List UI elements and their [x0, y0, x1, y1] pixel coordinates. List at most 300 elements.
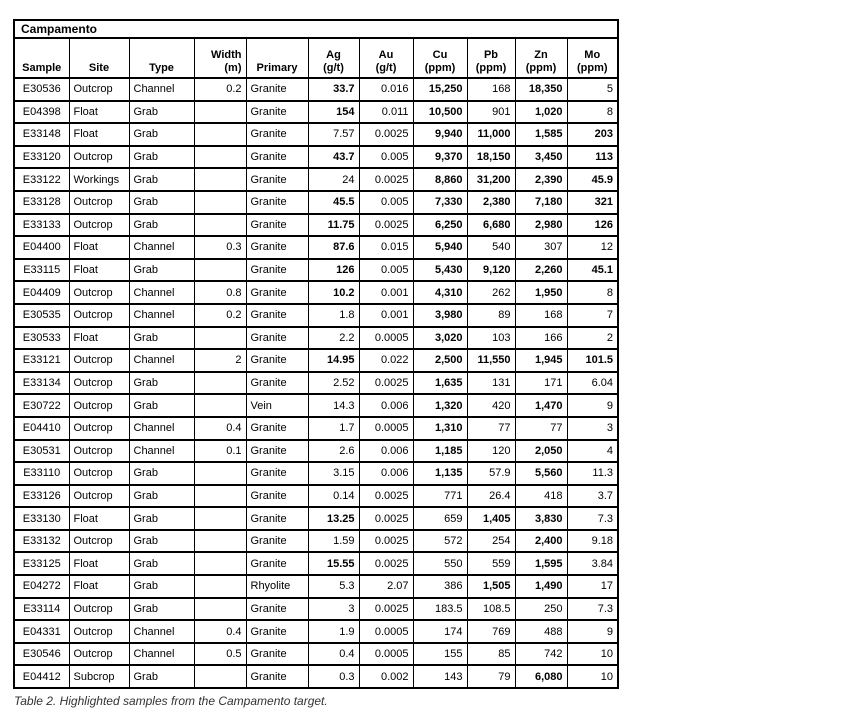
cell-au: 0.0005: [359, 417, 413, 440]
column-header-bottom-width: (m): [224, 62, 242, 74]
cell-primary: Granite: [246, 281, 308, 304]
cell-cu: 1,310: [413, 417, 467, 440]
cell-ag: 2.52: [308, 372, 359, 395]
cell-sample: E33120: [14, 146, 69, 169]
cell-sample: E33114: [14, 598, 69, 621]
table-caption: Table 2. Highlighted samples from the Campamento target.: [14, 694, 328, 708]
cell-type: Grab: [129, 507, 194, 530]
cell-pb: 131: [467, 372, 515, 395]
cell-ag: 11.75: [308, 214, 359, 237]
cell-ag: 43.7: [308, 146, 359, 169]
cell-mo: 45.1: [567, 259, 618, 282]
column-header-bottom-au: (g/t): [375, 62, 397, 74]
cell-ag: 33.7: [308, 78, 359, 101]
cell-ag: 154: [308, 101, 359, 124]
cell-cu: 174: [413, 620, 467, 643]
cell-type: Grab: [129, 665, 194, 688]
cell-ag: 1.9: [308, 620, 359, 643]
cell-cu: 7,330: [413, 191, 467, 214]
cell-pb: 6,680: [467, 214, 515, 237]
cell-au: 0.0025: [359, 372, 413, 395]
cell-pb: 168: [467, 78, 515, 101]
cell-width: 0.4: [194, 417, 246, 440]
table-row: [14, 101, 618, 124]
column-header-bottom-site: Site: [88, 62, 110, 74]
cell-sample: E30722: [14, 394, 69, 417]
table-title: Campamento: [14, 20, 618, 38]
cell-width: [194, 327, 246, 350]
table-row: [14, 372, 618, 395]
cell-zn: 418: [515, 485, 567, 508]
cell-sample: E33148: [14, 123, 69, 146]
cell-mo: 5: [567, 78, 618, 101]
cell-au: 0.005: [359, 146, 413, 169]
cell-primary: Granite: [246, 191, 308, 214]
cell-zn: 7,180: [515, 191, 567, 214]
cell-sample: E04409: [14, 281, 69, 304]
cell-zn: 2,980: [515, 214, 567, 237]
cell-type: Channel: [129, 281, 194, 304]
cell-pb: 108.5: [467, 598, 515, 621]
cell-type: Grab: [129, 259, 194, 282]
cell-ag: 87.6: [308, 236, 359, 259]
cell-mo: 10: [567, 665, 618, 688]
cell-au: 0.006: [359, 394, 413, 417]
table-row: [14, 78, 618, 101]
cell-zn: 2,050: [515, 440, 567, 463]
cell-au: 0.0005: [359, 620, 413, 643]
cell-width: 0.2: [194, 78, 246, 101]
cell-au: 0.006: [359, 440, 413, 463]
cell-primary: Vein: [246, 394, 308, 417]
cell-pb: 254: [467, 530, 515, 553]
cell-cu: 572: [413, 530, 467, 553]
cell-width: [194, 214, 246, 237]
cell-zn: 1,490: [515, 575, 567, 598]
cell-site: Outcrop: [69, 281, 129, 304]
cell-cu: 9,940: [413, 123, 467, 146]
cell-zn: 171: [515, 372, 567, 395]
cell-cu: 659: [413, 507, 467, 530]
cell-cu: 15,250: [413, 78, 467, 101]
cell-pb: 77: [467, 417, 515, 440]
cell-ag: 0.3: [308, 665, 359, 688]
cell-type: Grab: [129, 598, 194, 621]
cell-cu: 550: [413, 552, 467, 575]
cell-type: Grab: [129, 462, 194, 485]
cell-sample: E33132: [14, 530, 69, 553]
cell-width: 0.4: [194, 620, 246, 643]
cell-zn: 18,350: [515, 78, 567, 101]
column-header-top-ag: Ag: [326, 49, 341, 61]
cell-sample: E30535: [14, 304, 69, 327]
cell-zn: 1,950: [515, 281, 567, 304]
cell-site: Float: [69, 123, 129, 146]
cell-cu: 1,635: [413, 372, 467, 395]
cell-sample: E33130: [14, 507, 69, 530]
cell-au: 0.0025: [359, 168, 413, 191]
table-row: [14, 598, 618, 621]
cell-ag: 15.55: [308, 552, 359, 575]
cell-mo: 3.7: [567, 485, 618, 508]
column-header-bottom-cu: (ppm): [424, 62, 456, 74]
cell-primary: Granite: [246, 643, 308, 666]
cell-ag: 0.4: [308, 643, 359, 666]
cell-site: Outcrop: [69, 462, 129, 485]
table-row: [14, 507, 618, 530]
cell-zn: 1,585: [515, 123, 567, 146]
cell-site: Outcrop: [69, 349, 129, 372]
cell-type: Grab: [129, 485, 194, 508]
cell-zn: 1,595: [515, 552, 567, 575]
cell-ag: 14.95: [308, 349, 359, 372]
cell-site: Workings: [69, 168, 129, 191]
cell-pb: 1,505: [467, 575, 515, 598]
cell-pb: 31,200: [467, 168, 515, 191]
cell-sample: E04412: [14, 665, 69, 688]
cell-type: Grab: [129, 552, 194, 575]
cell-site: Float: [69, 236, 129, 259]
cell-au: 0.0025: [359, 530, 413, 553]
cell-cu: 5,940: [413, 236, 467, 259]
cell-primary: Granite: [246, 620, 308, 643]
table-row: [14, 327, 618, 350]
column-header-top-mo: Mo: [584, 49, 601, 61]
cell-mo: 3: [567, 417, 618, 440]
cell-width: 0.5: [194, 643, 246, 666]
table-row: [14, 530, 618, 553]
cell-width: 2: [194, 349, 246, 372]
cell-width: [194, 462, 246, 485]
cell-cu: 3,020: [413, 327, 467, 350]
cell-au: 0.001: [359, 281, 413, 304]
column-header-primary: [246, 38, 308, 78]
cell-zn: 250: [515, 598, 567, 621]
cell-zn: 6,080: [515, 665, 567, 688]
cell-type: Grab: [129, 123, 194, 146]
cell-site: Subcrop: [69, 665, 129, 688]
cell-site: Outcrop: [69, 78, 129, 101]
cell-type: Channel: [129, 78, 194, 101]
cell-width: [194, 598, 246, 621]
column-header-zn: [515, 38, 567, 78]
cell-pb: 9,120: [467, 259, 515, 282]
cell-sample: E33121: [14, 349, 69, 372]
cell-pb: 559: [467, 552, 515, 575]
column-header-bottom-ag: (g/t): [323, 62, 344, 74]
cell-zn: 166: [515, 327, 567, 350]
cell-site: Float: [69, 507, 129, 530]
cell-type: Channel: [129, 643, 194, 666]
cell-primary: Granite: [246, 462, 308, 485]
cell-primary: Granite: [246, 349, 308, 372]
cell-site: Outcrop: [69, 394, 129, 417]
cell-ag: 0.14: [308, 485, 359, 508]
cell-ag: 126: [308, 259, 359, 282]
cell-sample: E33125: [14, 552, 69, 575]
cell-ag: 13.25: [308, 507, 359, 530]
cell-primary: Granite: [246, 440, 308, 463]
cell-sample: E04398: [14, 101, 69, 124]
cell-primary: Granite: [246, 665, 308, 688]
cell-mo: 11.3: [567, 462, 618, 485]
cell-zn: 2,400: [515, 530, 567, 553]
column-header-bottom-pb: (ppm): [475, 62, 507, 74]
cell-primary: Granite: [246, 530, 308, 553]
cell-pb: 1,405: [467, 507, 515, 530]
column-header-bottom-mo: (ppm): [576, 62, 608, 74]
cell-mo: 321: [567, 191, 618, 214]
cell-type: Grab: [129, 101, 194, 124]
table-row: [14, 349, 618, 372]
cell-cu: 3,980: [413, 304, 467, 327]
table-row: [14, 417, 618, 440]
cell-type: Grab: [129, 214, 194, 237]
table-row: [14, 440, 618, 463]
cell-primary: Granite: [246, 485, 308, 508]
column-header-bottom-zn: (ppm): [525, 62, 557, 74]
cell-width: [194, 552, 246, 575]
cell-zn: 307: [515, 236, 567, 259]
cell-ag: 24: [308, 168, 359, 191]
cell-width: [194, 123, 246, 146]
column-header-type: [129, 38, 194, 78]
cell-mo: 9: [567, 620, 618, 643]
cell-primary: Granite: [246, 101, 308, 124]
cell-width: [194, 530, 246, 553]
column-header-bottom-primary: Primary: [256, 62, 298, 74]
cell-type: Channel: [129, 440, 194, 463]
cell-ag: 1.7: [308, 417, 359, 440]
table-row: [14, 665, 618, 688]
cell-sample: E33128: [14, 191, 69, 214]
cell-au: 0.016: [359, 78, 413, 101]
cell-mo: 45.9: [567, 168, 618, 191]
column-header-sample: [14, 38, 69, 78]
cell-width: [194, 575, 246, 598]
cell-site: Outcrop: [69, 214, 129, 237]
table-row: [14, 620, 618, 643]
cell-site: Outcrop: [69, 191, 129, 214]
cell-mo: 8: [567, 281, 618, 304]
table-title-row: [14, 20, 618, 38]
cell-width: 0.1: [194, 440, 246, 463]
cell-cu: 155: [413, 643, 467, 666]
cell-width: [194, 146, 246, 169]
cell-cu: 1,135: [413, 462, 467, 485]
cell-type: Grab: [129, 191, 194, 214]
cell-au: 2.07: [359, 575, 413, 598]
cell-mo: 7.3: [567, 598, 618, 621]
cell-type: Channel: [129, 304, 194, 327]
column-header-mo: [567, 38, 618, 78]
cell-primary: Rhyolite: [246, 575, 308, 598]
cell-sample: E04410: [14, 417, 69, 440]
cell-ag: 5.3: [308, 575, 359, 598]
cell-pb: 103: [467, 327, 515, 350]
table-row: [14, 236, 618, 259]
cell-pb: 11,000: [467, 123, 515, 146]
table-row: [14, 168, 618, 191]
cell-zn: 488: [515, 620, 567, 643]
cell-mo: 10: [567, 643, 618, 666]
cell-primary: Granite: [246, 327, 308, 350]
cell-zn: 3,830: [515, 507, 567, 530]
column-header-top-width: Width: [211, 49, 242, 61]
cell-width: [194, 507, 246, 530]
cell-type: Channel: [129, 620, 194, 643]
cell-au: 0.005: [359, 259, 413, 282]
cell-pb: 120: [467, 440, 515, 463]
column-header-bottom-sample: Sample: [22, 62, 62, 74]
cell-au: 0.0025: [359, 485, 413, 508]
cell-primary: Granite: [246, 123, 308, 146]
cell-type: Channel: [129, 417, 194, 440]
cell-cu: 5,430: [413, 259, 467, 282]
cell-pb: 540: [467, 236, 515, 259]
cell-mo: 7: [567, 304, 618, 327]
table-row: [14, 214, 618, 237]
cell-au: 0.0025: [359, 123, 413, 146]
cell-ag: 1.8: [308, 304, 359, 327]
cell-zn: 2,260: [515, 259, 567, 282]
column-header-cu: [413, 38, 467, 78]
cell-ag: 7.57: [308, 123, 359, 146]
cell-sample: E33122: [14, 168, 69, 191]
column-header-au: [359, 38, 413, 78]
cell-sample: E33115: [14, 259, 69, 282]
cell-sample: E33126: [14, 485, 69, 508]
table-row: [14, 123, 618, 146]
cell-width: [194, 394, 246, 417]
cell-au: 0.0005: [359, 643, 413, 666]
cell-site: Float: [69, 259, 129, 282]
cell-ag: 3: [308, 598, 359, 621]
table-body: [14, 78, 618, 688]
cell-ag: 2.2: [308, 327, 359, 350]
cell-mo: 7.3: [567, 507, 618, 530]
cell-site: Outcrop: [69, 417, 129, 440]
cell-mo: 203: [567, 123, 618, 146]
cell-primary: Granite: [246, 236, 308, 259]
cell-site: Outcrop: [69, 304, 129, 327]
cell-type: Grab: [129, 372, 194, 395]
cell-primary: Granite: [246, 507, 308, 530]
cell-pb: 901: [467, 101, 515, 124]
cell-pb: 79: [467, 665, 515, 688]
cell-mo: 8: [567, 101, 618, 124]
cell-cu: 143: [413, 665, 467, 688]
cell-au: 0.0025: [359, 552, 413, 575]
cell-zn: 77: [515, 417, 567, 440]
cell-mo: 17: [567, 575, 618, 598]
cell-cu: 10,500: [413, 101, 467, 124]
cell-au: 0.006: [359, 462, 413, 485]
column-header-pb: [467, 38, 515, 78]
cell-primary: Granite: [246, 598, 308, 621]
table-row: [14, 575, 618, 598]
cell-cu: 9,370: [413, 146, 467, 169]
cell-zn: 1,945: [515, 349, 567, 372]
cell-sample: E30546: [14, 643, 69, 666]
cell-ag: 2.6: [308, 440, 359, 463]
cell-zn: 1,020: [515, 101, 567, 124]
cell-site: Outcrop: [69, 530, 129, 553]
cell-sample: E30531: [14, 440, 69, 463]
cell-width: [194, 101, 246, 124]
cell-primary: Granite: [246, 214, 308, 237]
table-row: [14, 462, 618, 485]
cell-zn: 742: [515, 643, 567, 666]
cell-ag: 14.3: [308, 394, 359, 417]
table-row: [14, 304, 618, 327]
cell-primary: Granite: [246, 146, 308, 169]
cell-mo: 4: [567, 440, 618, 463]
cell-width: [194, 665, 246, 688]
cell-primary: Granite: [246, 552, 308, 575]
cell-pb: 89: [467, 304, 515, 327]
cell-width: [194, 485, 246, 508]
cell-au: 0.002: [359, 665, 413, 688]
column-header-top-pb: Pb: [483, 49, 499, 61]
cell-au: 0.022: [359, 349, 413, 372]
cell-width: 0.8: [194, 281, 246, 304]
cell-site: Float: [69, 101, 129, 124]
cell-pb: 262: [467, 281, 515, 304]
cell-width: [194, 191, 246, 214]
cell-primary: Granite: [246, 259, 308, 282]
cell-mo: 2: [567, 327, 618, 350]
table-row: [14, 485, 618, 508]
cell-ag: 1.59: [308, 530, 359, 553]
table-row: [14, 146, 618, 169]
cell-au: 0.0025: [359, 507, 413, 530]
cell-au: 0.0005: [359, 327, 413, 350]
table-row: [14, 643, 618, 666]
cell-zn: 3,450: [515, 146, 567, 169]
cell-sample: E30536: [14, 78, 69, 101]
cell-cu: 4,310: [413, 281, 467, 304]
cell-site: Outcrop: [69, 620, 129, 643]
cell-pb: 420: [467, 394, 515, 417]
cell-width: [194, 372, 246, 395]
cell-sample: E33134: [14, 372, 69, 395]
cell-au: 0.001: [359, 304, 413, 327]
cell-cu: 1,185: [413, 440, 467, 463]
cell-pb: 26.4: [467, 485, 515, 508]
cell-cu: 8,860: [413, 168, 467, 191]
table-row: [14, 281, 618, 304]
cell-type: Channel: [129, 349, 194, 372]
column-header-ag: [308, 38, 359, 78]
cell-zn: 5,560: [515, 462, 567, 485]
cell-type: Channel: [129, 236, 194, 259]
cell-mo: 9: [567, 394, 618, 417]
cell-primary: Granite: [246, 372, 308, 395]
cell-sample: E30533: [14, 327, 69, 350]
cell-site: Float: [69, 575, 129, 598]
cell-mo: 3.84: [567, 552, 618, 575]
cell-au: 0.011: [359, 101, 413, 124]
cell-sample: E04400: [14, 236, 69, 259]
cell-sample: E04331: [14, 620, 69, 643]
cell-site: Outcrop: [69, 643, 129, 666]
cell-primary: Granite: [246, 78, 308, 101]
column-header-top-au: Au: [378, 49, 394, 61]
cell-type: Grab: [129, 168, 194, 191]
table-row: [14, 191, 618, 214]
cell-pb: 769: [467, 620, 515, 643]
